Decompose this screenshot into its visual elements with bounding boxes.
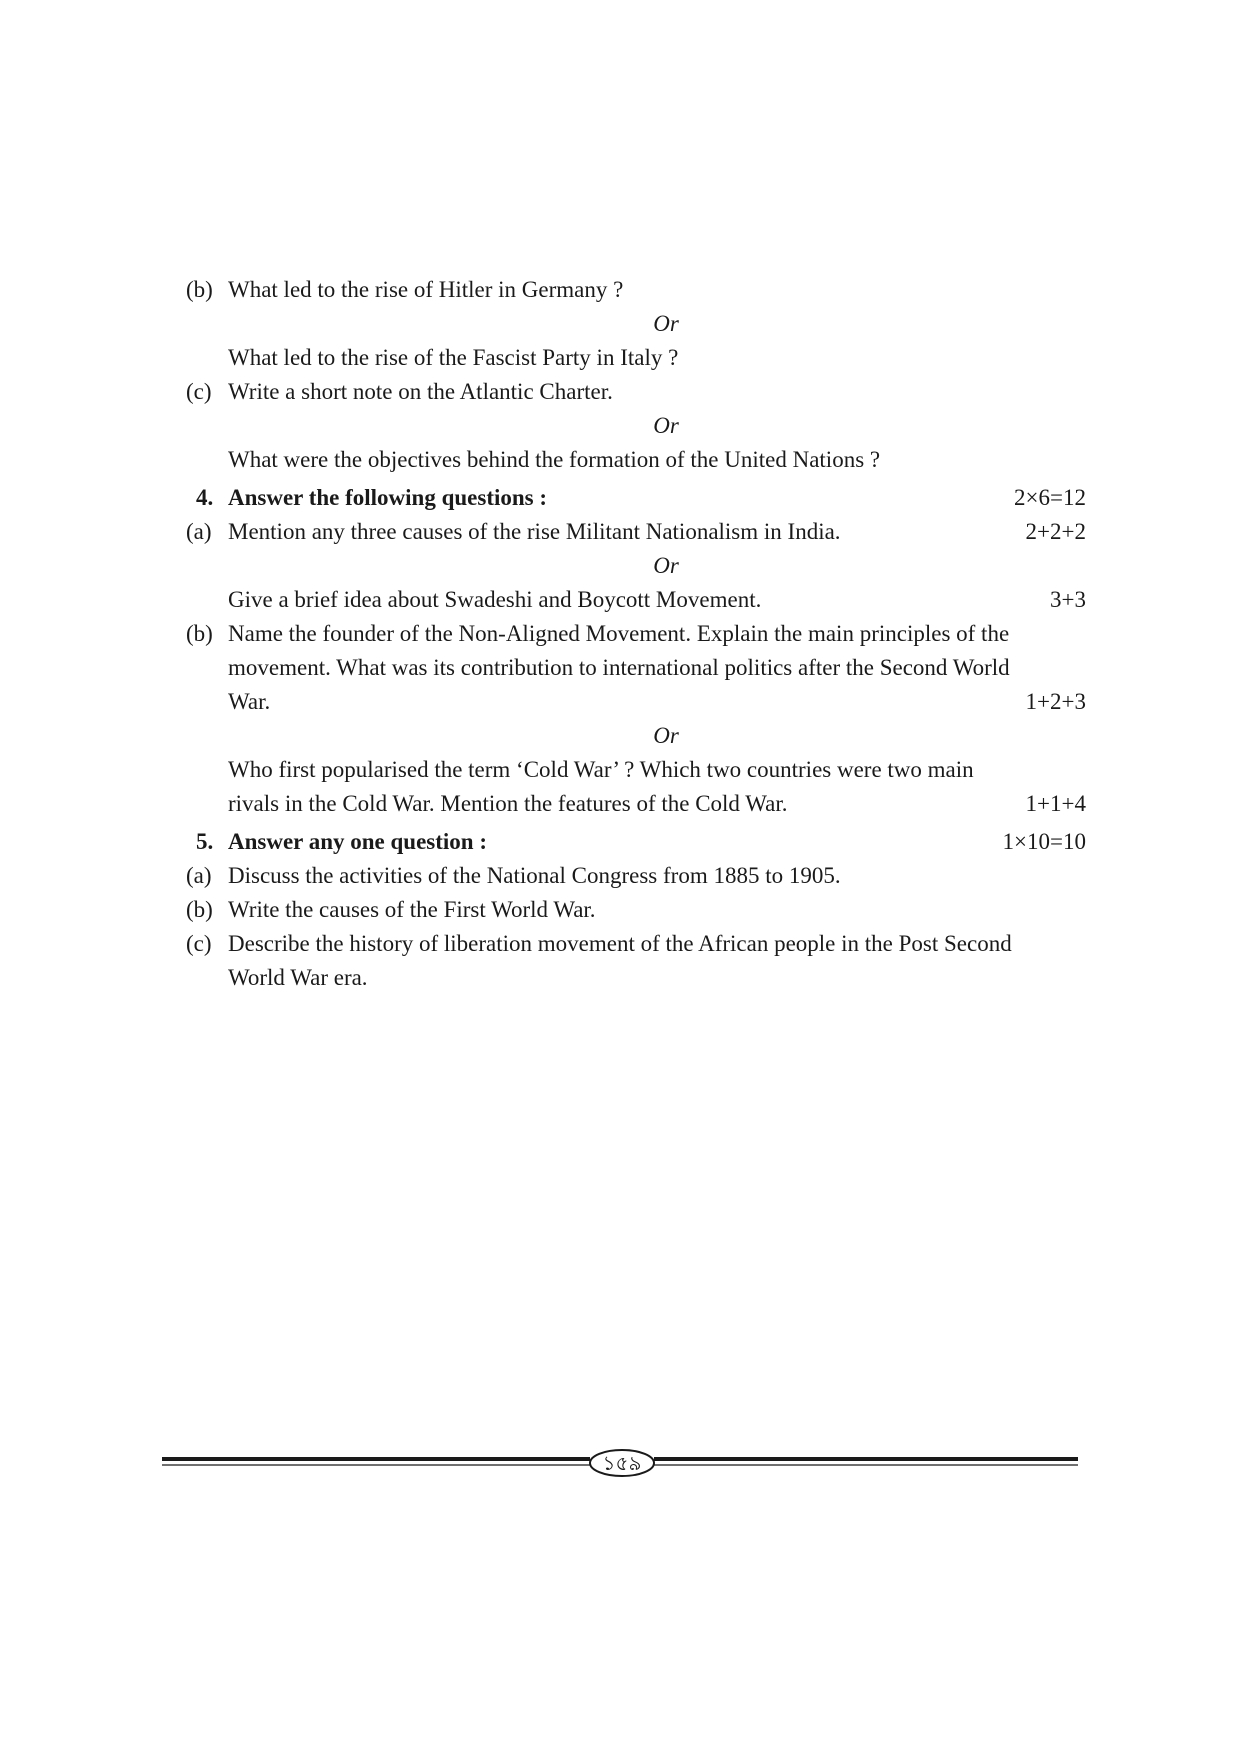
- q4b-line3-row: [228, 685, 1086, 719]
- q5-number: 5.: [196, 829, 214, 854]
- q5c-label: (c): [186, 931, 212, 956]
- q4b-marks: 1+2+3: [1025, 689, 1086, 714]
- q4-heading: [186, 481, 1086, 515]
- q4b-line2: movement. What was its contribution to international politics after the Second World: [228, 655, 1010, 680]
- q5a-text: Discuss the activities of the National Congress from 1885 to 1905.: [228, 863, 841, 888]
- q3c-or: Or: [653, 413, 679, 438]
- q4b: [186, 617, 1086, 719]
- q3b-or: Or: [653, 311, 679, 336]
- q4a-label: (a): [186, 519, 212, 544]
- q3b: [186, 273, 1086, 307]
- q4b-label: (b): [186, 621, 213, 646]
- q4a-marks: 2+2+2: [1025, 519, 1086, 544]
- q5c-line2: World War era.: [228, 965, 368, 990]
- q4a-alt-text: Give a brief idea about Swadeshi and Boycott Movement.: [228, 587, 762, 612]
- q5a: [186, 859, 1086, 893]
- q3b-text: What led to the rise of Hitler in Germany ?: [228, 277, 624, 302]
- q3c-label: (c): [186, 379, 212, 404]
- q5c-line1: Describe the history of liberation movement of the African people in the Post Second: [228, 931, 1012, 956]
- q4b-line3: War.: [228, 689, 271, 714]
- q5c-body: [228, 927, 1086, 995]
- q3b-label: (b): [186, 277, 213, 302]
- q4b-alt-line1: Who first popularised the term ‘Cold War’ ? Which two countries were two main: [228, 757, 974, 782]
- q4b-alt-marks: 1+1+4: [1025, 791, 1086, 816]
- page-number: ১৫৯: [602, 1451, 642, 1475]
- q4-marks: 2×6=12: [1014, 485, 1086, 510]
- page-footer: [160, 1448, 1080, 1478]
- q4b-alt-line2-row: [228, 787, 1086, 821]
- q4b-or: Or: [653, 723, 679, 748]
- q5c: [186, 927, 1086, 995]
- q5-heading-text: Answer any one question :: [228, 829, 487, 854]
- q4b-body: [228, 617, 1086, 719]
- q3c: [186, 375, 1086, 409]
- q3c-text: Write a short note on the Atlantic Charter.: [228, 379, 613, 404]
- q4b-alt-line2: rivals in the Cold War. Mention the features of the Cold War.: [228, 791, 788, 816]
- q4a-or: Or: [653, 553, 679, 578]
- q5-marks: 1×10=10: [1002, 829, 1086, 854]
- q4a-text: Mention any three causes of the rise Militant Nationalism in India.: [228, 519, 841, 544]
- q4a-alt: [186, 583, 1086, 617]
- q4b-line1: Name the founder of the Non-Aligned Movement. Explain the main principles of the: [228, 621, 1010, 646]
- q4b-alt: [186, 753, 1086, 821]
- q3c-alt: What were the objectives behind the formation of the United Nations ?: [228, 447, 881, 472]
- q5a-label: (a): [186, 863, 212, 888]
- q5b: [186, 893, 1086, 927]
- q4a: [186, 515, 1086, 549]
- q3b-alt: What led to the rise of the Fascist Party in Italy ?: [228, 345, 679, 370]
- q5b-label: (b): [186, 897, 213, 922]
- q5b-text: Write the causes of the First World War.: [228, 897, 596, 922]
- q5-heading: [186, 825, 1086, 859]
- q4-number: 4.: [196, 485, 214, 510]
- q4-heading-text: Answer the following questions :: [228, 485, 548, 510]
- question-content: [186, 273, 1086, 995]
- q4a-alt-marks: 3+3: [1050, 587, 1086, 612]
